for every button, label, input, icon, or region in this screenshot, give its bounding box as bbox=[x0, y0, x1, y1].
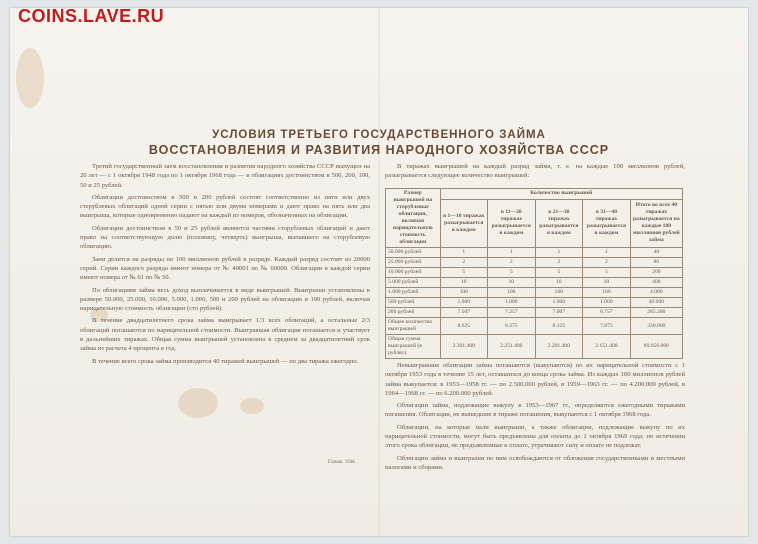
paragraph: В тиражах выигрышей на каждый разряд займа, т. е. на каждые 100 миллионов рублей, разыгрывается следующее количество выигрышей: bbox=[385, 163, 685, 180]
table-cell: 8.625 bbox=[440, 318, 487, 335]
table-sub-header: Итого во всех 40 тиражах разыгрывается на каждые 100 миллионов рублей займа bbox=[630, 199, 682, 247]
table-cell: 400 bbox=[630, 278, 682, 288]
stain bbox=[178, 388, 218, 418]
table-cell: 10 bbox=[487, 278, 535, 288]
paragraph: Облигации, на которые пали выигрыши, а также облигации, подлежащие выкупу по их нарицательной стоимости, могут быть предъявлены для оплаты до 1 октября 1969 года; по истечении этого срока облигации, не предъявленные к оплате, утрачивают силу и оплате не подлежат. bbox=[385, 423, 685, 450]
table-cell: 500 рублей bbox=[386, 298, 441, 308]
bond-back-sheet bbox=[10, 8, 748, 536]
table-row-total-count bbox=[386, 318, 683, 335]
table-cell: 5.000 рублей bbox=[386, 278, 441, 288]
table-cell: 2 bbox=[583, 258, 631, 268]
table-row bbox=[386, 288, 683, 298]
printer-imprint: Гознак. 1948 bbox=[328, 460, 355, 465]
table-cell: 100 bbox=[487, 288, 535, 298]
table-cell: 4.000 bbox=[630, 288, 682, 298]
stain bbox=[16, 48, 44, 108]
table-cell: 5 bbox=[440, 268, 487, 278]
table-cell: 89.056.000 bbox=[630, 335, 682, 359]
table-row bbox=[386, 248, 683, 258]
table-cell: 1 bbox=[487, 248, 535, 258]
table-cell: 1.000 рублей bbox=[386, 288, 441, 298]
table-cell: 285.280 bbox=[630, 308, 682, 318]
right-column-text bbox=[385, 361, 685, 475]
right-intro-text bbox=[385, 162, 685, 184]
table-cell: 10 bbox=[583, 278, 631, 288]
table-cell: 40 bbox=[630, 248, 682, 258]
table-cell: 2.201.400 bbox=[535, 335, 583, 359]
table-cell: 2.301.400 bbox=[440, 335, 487, 359]
paragraph: По облигациям займа весь доход выплачивается в виде выигрышей. Выигрыши установлены в размере 50.000, 25.000, 10.000, 5.000, 1.000, 500 и 200 рублей на облигацию в 100 рублей, включая нарицательную стоимость облигации (сто рублей). bbox=[80, 286, 370, 313]
table-cell: 2 bbox=[535, 258, 583, 268]
center-fold bbox=[378, 8, 380, 536]
table-col-header: Размер выигрышей на сторублевые облигации, включая нарицательную стоимость облигации bbox=[386, 189, 441, 248]
table-cell: 100 bbox=[535, 288, 583, 298]
table-cell: 1 bbox=[583, 248, 631, 258]
table-cell: 25.000 рублей bbox=[386, 258, 441, 268]
paragraph: Облигации достоинством в 50 и 25 рублей являются частями сторублевых облигаций и дают право на соответствующую долю (половину, четверть) выигрыша, выпавшего на сторублевую облигацию. bbox=[80, 224, 370, 251]
table-cell: 100 bbox=[440, 288, 487, 298]
table-cell: 7.257 bbox=[487, 308, 535, 318]
table-row bbox=[386, 308, 683, 318]
table-cell: 10 bbox=[535, 278, 583, 288]
table-row bbox=[386, 258, 683, 268]
paragraph: Заем делится на разряды по 100 миллионов рублей в разряде. Каждый разряд состоит из 20000 серий. Серии каждого разряда имеют номера от № 40001 по № 60000. Облигации в каждой серии имеют номера от № 01 по № 50. bbox=[80, 255, 370, 282]
table-cell: 1 bbox=[440, 248, 487, 258]
table-group-header: Количество выигрышей bbox=[440, 189, 682, 200]
title-line-1: УСЛОВИЯ ТРЕТЬЕГО ГОСУДАРСТВЕННОГО ЗАЙМА bbox=[212, 129, 546, 141]
paragraph: Третий государственный заем восстановления и развития народного хозяйства СССР выпущен на 20 лет — с 1 октября 1948 года по 1 октября 1968 года — в облигациях достоинством в 500, 200, 100, 50 и 25 рублей. bbox=[80, 163, 370, 189]
table-cell: 1.000 bbox=[583, 298, 631, 308]
table-cell: 8.375 bbox=[487, 318, 535, 335]
paragraph: Облигации займа, подлежащие выкупу в 1953—1967 гг., определяются ежегодными тиражами погашения. Облигации, не вышедшие в тираже погашения, выкупаются с 1 октября 1968 года. bbox=[385, 402, 685, 419]
table-cell: 100 bbox=[583, 288, 631, 298]
table-cell: 5 bbox=[487, 268, 535, 278]
table-cell: 40.000 bbox=[630, 298, 682, 308]
table-cell: 330.000 bbox=[630, 318, 682, 335]
table-cell: 5 bbox=[583, 268, 631, 278]
prize-table bbox=[385, 188, 683, 359]
table-cell: 2 bbox=[440, 258, 487, 268]
paragraph: Облигации достоинством в 500 и 200 рублей состоят соответственно из пяти или двух стерублевых облигаций одной серии с пятью или двумя номерами и дают право на пять или два выигрыша, которые одновременно падают на каждый из номеров, обозначенных на облигации. bbox=[80, 193, 370, 220]
site-watermark: COINS.LAVE.RU bbox=[18, 6, 165, 26]
table-row bbox=[386, 268, 683, 278]
table-cell: 1.000 bbox=[487, 298, 535, 308]
table-sub-header: в 1—10 тиражах разыгрывается в каждом bbox=[440, 199, 487, 247]
table-cell: 1.000 bbox=[535, 298, 583, 308]
table-cell: 6.757 bbox=[583, 308, 631, 318]
table-cell: 7.875 bbox=[583, 318, 631, 335]
table-cell: 200 bbox=[630, 268, 682, 278]
table-cell: 2.151.400 bbox=[583, 335, 631, 359]
table-cell: 7.507 bbox=[440, 308, 487, 318]
table-cell: 5 bbox=[535, 268, 583, 278]
paragraph: В течение двадцатилетнего срока займа выигрывает 1/3 всех облигаций, а остальные 2/3 облигаций погашаются по нарицательной стоимости. Выигравшая облигация погашается и участвует в дальнейших тиражах. Общая сумма выигрышей установлена в среднем за двадцатилетний срок займа из расчета 4 процента в год. bbox=[80, 317, 370, 353]
table-cell: 7.007 bbox=[535, 308, 583, 318]
table-sub-header: в 31—40 тиражах разыгрывается в каждом bbox=[583, 199, 631, 247]
table-cell: 10.000 рублей bbox=[386, 268, 441, 278]
table-cell: Общая сумма выигрышей (в рублях) bbox=[386, 335, 441, 359]
table-cell: 8.125 bbox=[535, 318, 583, 335]
table-cell: 80 bbox=[630, 258, 682, 268]
table-row bbox=[386, 298, 683, 308]
table-cell: 50.000 рублей bbox=[386, 248, 441, 258]
left-column-text bbox=[80, 162, 370, 369]
table-row-total-sum bbox=[386, 335, 683, 359]
table-cell: 1.000 bbox=[440, 298, 487, 308]
table-cell: 1 bbox=[535, 248, 583, 258]
table-cell: 2.251.400 bbox=[487, 335, 535, 359]
paragraph: Облигации займа и выигрыши по ним освобождаются от обложения государственными и местными налогами и сборами. bbox=[385, 454, 685, 471]
title-line-2: ВОССТАНОВЛЕНИЯ И РАЗВИТИЯ НАРОДНОГО ХОЗЯЙСТВА СССР bbox=[148, 143, 610, 157]
table-sub-header: в 21—30 тиражах разыгрывается в каждом bbox=[535, 199, 583, 247]
table-cell: 200 рублей bbox=[386, 308, 441, 318]
table-sub-header: в 11—20 тиражах разыгрывается в каждом bbox=[487, 199, 535, 247]
table-cell: Общее количество выигрышей bbox=[386, 318, 441, 335]
paragraph: Невыигравшие облигации займа погашаются (выкупаются) по их нарицательной стоимости с 1 октября 1953 года в течение 15 лет, оставшихся до конца срока займа. Из каждых 100 миллионов рублей займа выкупается: в 1953—1958 гг. — по 2.500.000 рублей, в 1959—1963 гг. — по 4.200.000 рублей, в 1964—1968 гг. — по 6.200.000 рублей. bbox=[385, 362, 685, 397]
table-cell: 2 bbox=[487, 258, 535, 268]
stain bbox=[240, 398, 264, 414]
paragraph: В течение всего срока займа производится 40 тиражей выигрышей — по два тиража ежегодно. bbox=[92, 357, 359, 365]
table-cell: 10 bbox=[440, 278, 487, 288]
table-row bbox=[386, 278, 683, 288]
